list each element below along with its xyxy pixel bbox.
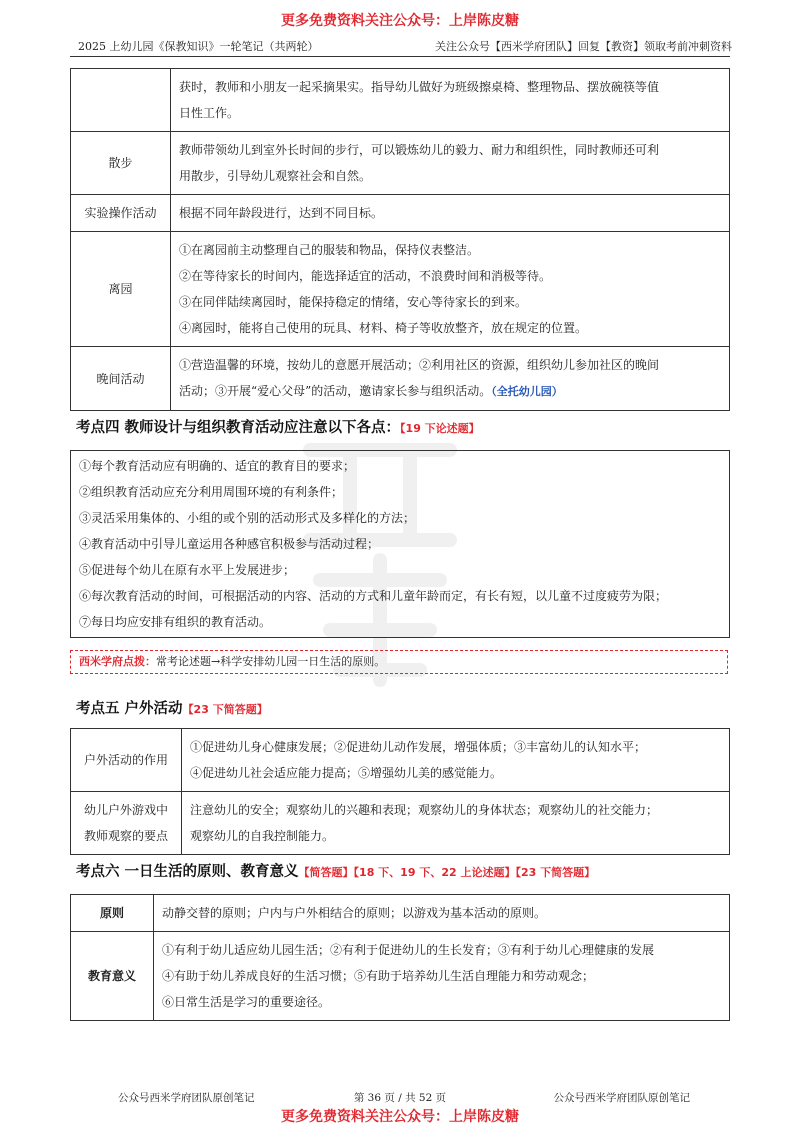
- list-item: ①每个教育活动应有明确的、适宜的教育目的要求；: [79, 459, 356, 473]
- text-line: ⑥日常生活是学习的重要途径。: [162, 995, 331, 1009]
- exam-tag: 【18 下、19 下、22 上论述题】: [353, 866, 516, 879]
- kindergarten-type-tag: （全托幼儿园）: [491, 385, 563, 398]
- text-line: [179, 378, 721, 405]
- text-line: 注意幼儿的安全；观察幼儿的兴趣和表现；观察幼儿的身体状态；观察幼儿的社交能力；: [190, 803, 659, 817]
- section-title: 考点四 教师设计与组织教育活动应注意以下各点：: [76, 419, 401, 436]
- table-row: [71, 347, 730, 411]
- label-line: 幼儿户外游戏中: [83, 803, 168, 817]
- section-4-heading: [76, 416, 480, 437]
- exam-tag: 【简答题】: [298, 866, 354, 879]
- footer-right: 公众号西米学府团队原创笔记: [553, 1092, 690, 1104]
- tip-text: 常考论述题→科学安排幼儿园一日生活的原则。: [156, 655, 386, 668]
- text-line: 观察幼儿的自我控制能力。: [190, 829, 335, 843]
- text-line: ①营造温馨的环境，按幼儿的意愿开展活动；②利用社区的资源，组织幼儿参加社区的晚间: [179, 358, 660, 372]
- section-6-heading: [76, 860, 595, 881]
- outdoor-activity-table: [70, 728, 730, 855]
- row-content: [154, 932, 730, 1021]
- running-header-left: 2025 上幼儿园《保教知识》一轮笔记（共两轮）: [78, 40, 319, 53]
- activity-table: [70, 68, 730, 411]
- text-line: ①促进幼儿身心健康发展；②促进幼儿动作发展，增强体质；③丰富幼儿的认知水平；: [190, 740, 647, 754]
- tip-box: [70, 650, 728, 674]
- table-row: [71, 792, 730, 855]
- text-line: ④离园时，能将自己使用的玩具、材料、椅子等收放整齐，放在规定的位置。: [179, 321, 588, 335]
- table-row: [71, 132, 730, 195]
- row-content: [182, 792, 730, 855]
- list-item: ④教育活动中引导儿童运用各种感官积极参与活动过程；: [79, 537, 380, 551]
- row-content: [182, 729, 730, 792]
- header-rule: [70, 56, 730, 57]
- exam-tag: 【19 下论述题】: [400, 422, 480, 435]
- running-header-right: 关注公众号【西米学府团队】回复【教资】领取考前冲刺资料: [435, 40, 732, 53]
- row-label: 散步: [71, 132, 171, 195]
- row-label: 实验操作活动: [71, 195, 171, 232]
- text-line: ①有利于幼儿适应幼儿园生活；②有利于促进幼儿的生长发育；③有利于幼儿心理健康的发展: [162, 943, 655, 957]
- row-content: [171, 132, 730, 195]
- exam-tag: 【23 下简答题】: [182, 703, 268, 716]
- list-item: ⑦每日均应安排有组织的教育活动。: [79, 615, 272, 629]
- text-line: 日性工作。: [179, 106, 240, 120]
- section-title: 考点五 户外活动: [76, 700, 183, 717]
- list-item: ②组织教育活动应充分利用周围环境的有利条件；: [79, 485, 344, 499]
- row-label: 晚间活动: [71, 347, 171, 411]
- page-number: 第 36 页 / 共 52 页: [353, 1092, 447, 1104]
- table-row: [71, 932, 730, 1021]
- table-row: [71, 729, 730, 792]
- text-line: 动静交替的原则；户内与户外相结合的原则；以游戏为基本活动的原则。: [162, 906, 547, 920]
- text-line: 用散步，引导幼儿观察社会和自然。: [179, 169, 372, 183]
- list-item: ⑥每次教育活动的时间，可根据活动的内容、活动的方式和儿童年龄而定，有长有短，以儿童不过度疲劳为限；: [79, 589, 668, 603]
- footer-left: 公众号西米学府团队原创笔记: [118, 1092, 255, 1104]
- list-item: ③灵活采用集体的、小组的或个别的活动形式及多样化的方法；: [79, 511, 416, 525]
- text-span: 活动；③开展“爱心父母”的活动，邀请家长参与组织活动。: [179, 384, 492, 398]
- label-line: 教师观察的要点: [83, 829, 168, 843]
- table-row: [71, 895, 730, 932]
- exam-tag: 【23 下简答题】: [515, 866, 596, 879]
- text-line: 根据不同年龄段进行，达到不同目标。: [179, 206, 384, 220]
- row-content: [154, 895, 730, 932]
- text-line: ④有助于幼儿养成良好的生活习惯；⑤有助于培养幼儿生活自理能力和劳动观念；: [162, 969, 595, 983]
- tip-label: 西米学府点拨：: [79, 655, 156, 668]
- daily-life-table: [70, 894, 730, 1021]
- row-label: 原则: [71, 895, 154, 932]
- row-content: [171, 195, 730, 232]
- row-content: [171, 232, 730, 347]
- row-label: 离园: [71, 232, 171, 347]
- section-4-list: [70, 450, 730, 638]
- row-label: 教育意义: [71, 932, 154, 1021]
- table-row: [71, 69, 730, 132]
- section-5-heading: [76, 697, 268, 718]
- row-label: [71, 792, 182, 855]
- text-line: ②在等待家长的时间内，能选择适宜的活动，不浪费时间和消极等待。: [179, 269, 552, 283]
- list-item: ⑤促进每个幼儿在原有水平上发展进步；: [79, 563, 296, 577]
- row-content: [171, 347, 730, 411]
- top-promo-banner: 更多免费资料关注公众号：上岸陈皮糖: [281, 13, 519, 29]
- text-line: ③在同伴陆续离园时，能保持稳定的情绪，安心等待家长的到来。: [179, 295, 528, 309]
- text-line: 教师带领幼儿到室外长时间的步行，可以锻炼幼儿的毅力、耐力和组织性，同时教师还可利: [179, 143, 660, 157]
- row-label: 户外活动的作用: [71, 729, 182, 792]
- bottom-promo-banner: 更多免费资料关注公众号：上岸陈皮糖: [281, 1109, 519, 1125]
- section-title: 考点六 一日生活的原则、教育意义: [76, 863, 299, 880]
- text-line: ④促进幼儿社会适应能力提高；⑤增强幼儿美的感觉能力。: [190, 766, 503, 780]
- text-line: ①在离园前主动整理自己的服装和物品，保持仪表整洁。: [179, 243, 480, 257]
- table-row: [71, 232, 730, 347]
- table-row: [71, 195, 730, 232]
- text-line: 获时，教师和小朋友一起采摘果实。指导幼儿做好为班级擦桌椅、整理物品、摆放碗筷等值: [179, 80, 660, 94]
- row-content: [171, 69, 730, 132]
- row-label: [71, 69, 171, 132]
